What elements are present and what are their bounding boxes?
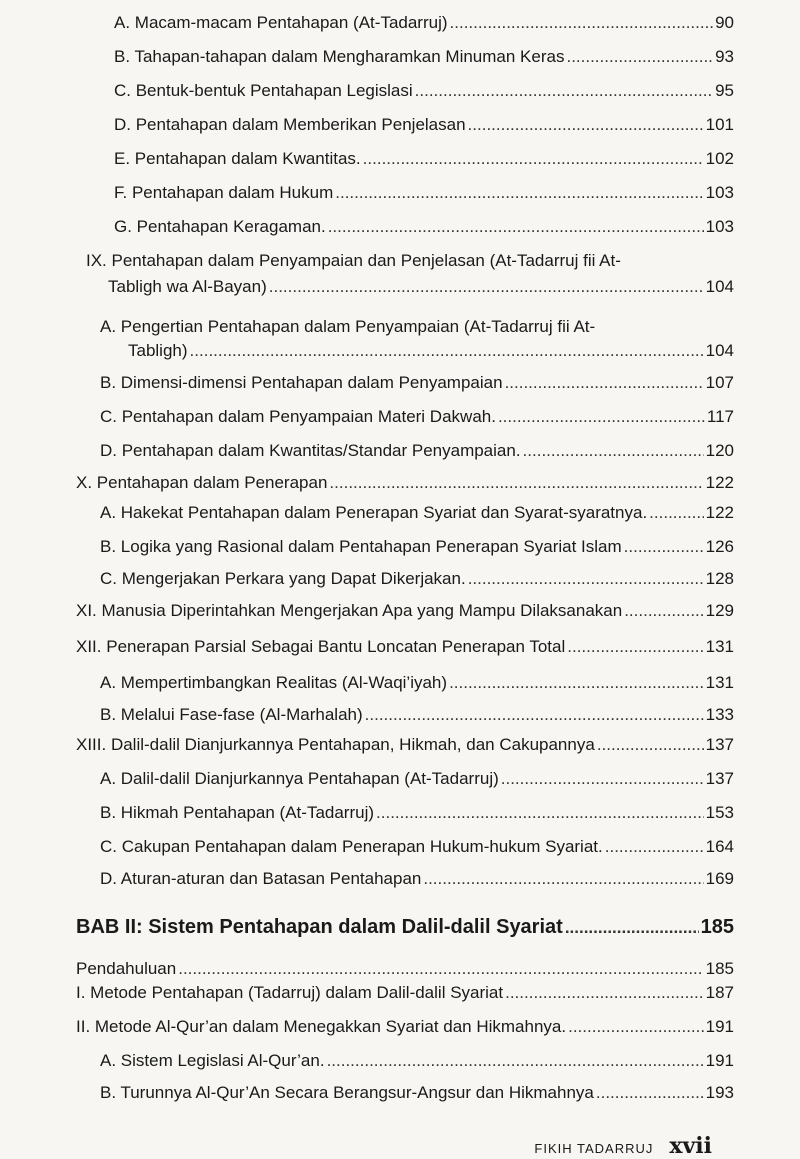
leader-dots: [468, 568, 704, 590]
toc-page-number: 103: [705, 217, 734, 236]
toc-chapter-label: BAB II: Sistem Pentahapan dalam Dalil-dalil Syariat: [76, 916, 563, 938]
leader-dots: [649, 502, 703, 524]
toc-page-number: 117: [706, 407, 734, 426]
leader-dots: [363, 148, 704, 170]
leader-dots: [624, 536, 704, 558]
toc-entry-iv-d: [114, 114, 734, 136]
leader-dots: [449, 672, 704, 694]
toc-entry-label: D. Pentahapan dalam Kwantitas/Standar Penyampaian.: [100, 441, 521, 460]
toc-page-number: 137: [705, 735, 734, 754]
toc-page-number: 122: [705, 473, 734, 492]
toc-entry-xiii: [76, 734, 734, 756]
toc-entry-iv-e: [114, 148, 734, 170]
toc-entry-xiii-c: [100, 836, 734, 858]
toc-entry-ix-a-line1: A. Pengertian Pentahapan dalam Penyampaian (At-Tadarruj fii At-: [100, 317, 596, 336]
toc-entry-label: II. Metode Al-Qur’an dalam Menegakkan Syariat dan Hikmahnya.: [76, 1017, 567, 1036]
toc-entry-ix: [108, 276, 734, 298]
toc-entry-bab2-ii-b: [100, 1082, 734, 1104]
toc-entry-label: A. Sistem Legislasi Al-Qur’an.: [100, 1051, 325, 1070]
leader-dots: [597, 734, 704, 756]
toc-entry-label: A. Mempertimbangkan Realitas (Al-Waqi’iyah): [100, 673, 448, 692]
leader-dots: [501, 768, 704, 790]
leader-dots: [568, 1016, 704, 1038]
toc-entry-iv-g: [114, 216, 734, 238]
toc-page-number: 185: [705, 959, 734, 978]
toc-entry-xiii-b: [100, 802, 734, 824]
toc-entry-label: D. Pentahapan dalam Memberikan Penjelasan: [114, 115, 466, 134]
leader-dots: [327, 1050, 704, 1072]
toc-entry-label: C. Bentuk-bentuk Pentahapan Legislasi: [114, 81, 413, 100]
toc-chapter-bab-ii: [76, 914, 734, 941]
toc-entry-xii-a: [100, 672, 734, 694]
toc-entry-label: B. Melalui Fase-fase (Al-Marhalah): [100, 705, 363, 724]
toc-entry-label: B. Turunnya Al-Qur’An Secara Berangsur-Angsur dan Hikmahnya: [100, 1083, 594, 1102]
toc-page-number: 90: [715, 13, 734, 32]
toc-entry-ix-b: [100, 372, 734, 394]
page-number: xvii: [669, 1133, 712, 1159]
toc-entry-label: D. Aturan-aturan dan Batasan Pentahapan: [100, 869, 422, 888]
toc-entry-iv-c: [114, 80, 734, 102]
toc-entry-ix-a: [128, 340, 734, 362]
leader-dots: [596, 1082, 704, 1104]
toc-entry-label: XIII. Dalil-dalil Dianjurkannya Pentahapan, Hikmah, dan Cakupannya: [76, 735, 595, 754]
leader-dots: [566, 46, 713, 68]
toc-page-number: 187: [705, 983, 734, 1002]
toc-page-number: 128: [705, 569, 734, 588]
toc-entry-ix-c: [100, 406, 734, 428]
toc-page-number: 191: [705, 1051, 734, 1070]
toc-entry-label: C. Pentahapan dalam Penyampaian Materi Dakwah.: [100, 407, 496, 426]
toc-entry-iv-f: [114, 182, 734, 204]
leader-dots: [523, 440, 704, 462]
toc-page-number: 131: [705, 637, 734, 656]
toc-entry-label: E. Pentahapan dalam Kwantitas.: [114, 149, 361, 168]
toc-page-number: 122: [705, 503, 734, 522]
toc-entry-x-b: [100, 536, 734, 558]
toc-page-number: 120: [705, 441, 734, 460]
toc-page-number: 107: [705, 373, 734, 392]
leader-dots: [329, 472, 703, 494]
leader-dots: [450, 12, 714, 34]
toc-entry-label: C. Mengerjakan Perkara yang Dapat Dikerjakan.: [100, 569, 466, 588]
leader-dots: [624, 600, 703, 622]
leader-dots: [423, 868, 703, 890]
toc-entry-xiii-a: [100, 768, 734, 790]
toc-entry-label: Tabligh): [128, 341, 188, 360]
toc-page-number: 104: [705, 341, 734, 360]
toc-entry-label: B. Hikmah Pentahapan (At-Tadarruj): [100, 803, 375, 822]
toc-entry-xii-b: [100, 704, 734, 726]
leader-dots: [415, 80, 713, 102]
leader-dots: [498, 406, 705, 428]
toc-entry-bab2-i: [76, 982, 734, 1004]
leader-dots: [178, 958, 703, 980]
toc-entry-label: Pendahuluan: [76, 959, 177, 978]
leader-dots: [335, 182, 703, 204]
toc-entry-x: [76, 472, 734, 494]
toc-page-number: 185: [700, 916, 734, 938]
toc-page-number: 137: [705, 769, 734, 788]
toc-page-number: 153: [705, 803, 734, 822]
leader-dots: [365, 704, 704, 726]
toc-entry-label: G. Pentahapan Keragaman.: [114, 217, 326, 236]
toc-entry-xiii-d: [100, 868, 734, 890]
toc-entry-bab2-ii: [76, 1016, 734, 1038]
leader-dots: [376, 802, 704, 824]
toc-entry-ix-d: [100, 440, 734, 462]
running-title: FIKIH TADARRUJ: [534, 1141, 654, 1156]
toc-page-number: 93: [715, 47, 734, 66]
toc-page-number: 164: [705, 837, 734, 856]
toc-entry-label: A. Dalil-dalil Dianjurkannya Pentahapan (At-Tadarruj): [100, 769, 499, 788]
toc-page-number: 126: [705, 537, 734, 556]
page-footer: [534, 1133, 712, 1159]
leader-dots: [269, 276, 704, 298]
toc-entry-xi: [76, 600, 734, 622]
toc-entry-iv-a: [114, 12, 734, 34]
toc-page-number: 131: [705, 673, 734, 692]
leader-dots: [468, 114, 704, 136]
toc-page-number: 133: [705, 705, 734, 724]
leader-dots: [605, 836, 704, 858]
toc-entry-label: C. Cakupan Pentahapan dalam Penerapan Hukum-hukum Syariat.: [100, 837, 603, 856]
toc-page-number: 95: [715, 81, 734, 100]
toc-entry-label: F. Pentahapan dalam Hukum: [114, 183, 334, 202]
toc-page-number: 102: [705, 149, 734, 168]
toc-entry-x-c: [100, 568, 734, 590]
toc-entry-label: Tabligh wa Al-Bayan): [108, 277, 267, 296]
toc-entry-label: A. Macam-macam Pentahapan (At-Tadarruj): [114, 13, 448, 32]
leader-dots: [505, 982, 704, 1004]
leader-dots: [190, 340, 704, 362]
toc-entry-x-a: [100, 502, 734, 524]
leader-dots: [565, 915, 699, 941]
toc-entry-bab2-ii-a: [100, 1050, 734, 1072]
leader-dots: [505, 372, 704, 394]
toc-page-number: 103: [705, 183, 734, 202]
toc-entry-label: I. Metode Pentahapan (Tadarruj) dalam Dalil-dalil Syariat: [76, 983, 504, 1002]
toc-page-number: 101: [705, 115, 734, 134]
toc-entry-xii: [76, 636, 734, 658]
toc-page-number: 191: [705, 1017, 734, 1036]
toc-page-number: 193: [705, 1083, 734, 1102]
toc-entry-label: XII. Penerapan Parsial Sebagai Bantu Loncatan Penerapan Total: [76, 637, 566, 656]
toc-entry-label: A. Hakekat Pentahapan dalam Penerapan Syariat dan Syarat-syaratnya.: [100, 503, 648, 522]
toc-page-number: 104: [705, 277, 734, 296]
toc-page-number: 169: [705, 869, 734, 888]
toc-page-number: 129: [705, 601, 734, 620]
toc-entry-label: B. Logika yang Rasional dalam Pentahapan Penerapan Syariat Islam: [100, 537, 622, 556]
toc-entry-label: XI. Manusia Diperintahkan Mengerjakan Apa yang Mampu Dilaksanakan: [76, 601, 623, 620]
toc-entry-label: B. Dimensi-dimensi Pentahapan dalam Penyampaian: [100, 373, 503, 392]
toc-entry-pendahuluan: [76, 958, 734, 980]
toc-entry-label: X. Pentahapan dalam Penerapan: [76, 473, 328, 492]
leader-dots: [567, 636, 703, 658]
toc-entry-iv-b: [114, 46, 734, 68]
toc-entry-label: B. Tahapan-tahapan dalam Mengharamkan Minuman Keras: [114, 47, 565, 66]
toc-entry-ix-line1: IX. Pentahapan dalam Penyampaian dan Penjelasan (At-Tadarruj fii At-: [86, 251, 621, 270]
leader-dots: [328, 216, 704, 238]
